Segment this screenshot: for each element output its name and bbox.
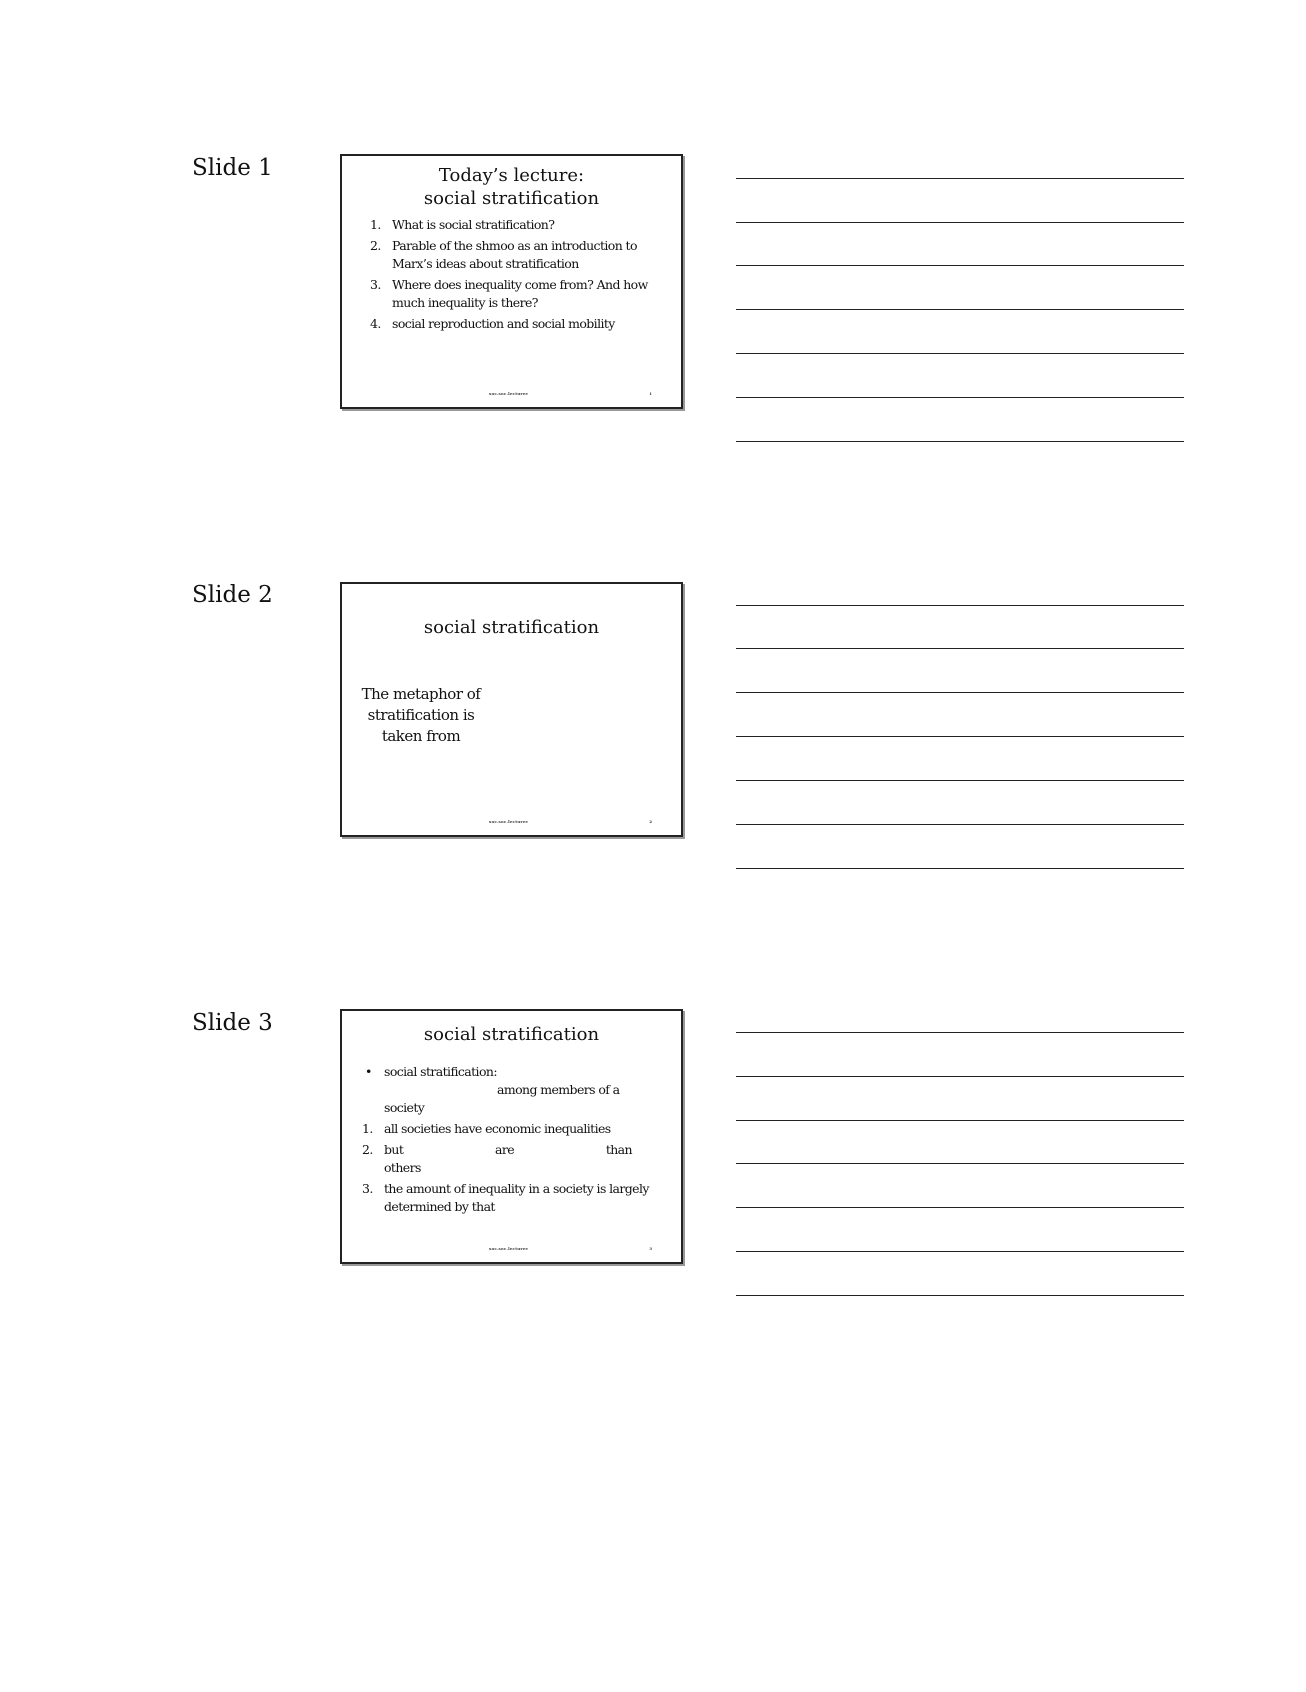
fill-in-row [384, 1141, 632, 1159]
bullet-marker: • [365, 1064, 372, 1079]
bullet-line-3: society [384, 1100, 425, 1115]
list-marker: 1. [362, 1121, 373, 1136]
list-marker: 2. [370, 238, 381, 253]
note-line [736, 265, 1184, 266]
slide-3-content-list [362, 1063, 652, 1219]
slide-2-thumbnail [340, 582, 683, 837]
list-item-text: all societies have economic inequalities [384, 1121, 611, 1136]
slide-footer-text: soc.soc.lecturee [489, 1246, 529, 1251]
slide-2-title: social stratification [423, 617, 600, 638]
slide-3-label: Slide 3 [192, 1010, 273, 1036]
list-item-line-2: others [384, 1160, 421, 1175]
list-item-text: the amount of inequality in a society is largely determined by that [384, 1181, 649, 1214]
bullet-line-1: social stratification: [384, 1064, 497, 1079]
list-item [370, 315, 670, 333]
note-line [736, 1032, 1184, 1033]
slide-3-footer [342, 1246, 681, 1252]
slide-number: 3 [649, 1246, 652, 1251]
note-line [736, 736, 1184, 737]
list-item-text: Where does inequality come from? And how much inequality is there? [392, 277, 648, 310]
slide-2-body-line-1: The metaphor of [361, 685, 481, 703]
list-item-text: social reproduction and social mobility [392, 316, 615, 331]
list-item-text: Parable of the shmoo as an introduction to Marx’s ideas about stratification [392, 238, 637, 271]
note-line [736, 605, 1184, 606]
list-item [370, 237, 670, 273]
list-marker: 1. [370, 217, 381, 232]
slide-1-title-line-2: social stratification [423, 188, 600, 209]
note-line [736, 648, 1184, 649]
slide-1-title [342, 164, 681, 210]
slide-number: 2 [649, 819, 652, 824]
note-line [736, 692, 1184, 693]
bullet-line-2: among members of a [497, 1082, 620, 1097]
slide-1-agenda-list [370, 216, 670, 336]
note-line [736, 1251, 1184, 1252]
note-line [736, 222, 1184, 223]
slide-footer-text: soc.soc.lecturee [489, 819, 529, 824]
fill-in-word: than [605, 1142, 632, 1157]
note-line [736, 441, 1184, 442]
note-line [736, 1163, 1184, 1164]
note-line [736, 1076, 1184, 1077]
list-marker: 3. [362, 1181, 373, 1196]
slide-3-thumbnail [340, 1009, 683, 1264]
list-item [362, 1063, 652, 1117]
slide-1-title-line-1: Today’s lecture: [438, 165, 585, 186]
list-item [362, 1120, 652, 1138]
note-line [736, 824, 1184, 825]
list-item [370, 276, 670, 312]
list-item [370, 216, 670, 234]
slide-footer-text: soc.soc.lecturee [489, 391, 529, 396]
note-line [736, 353, 1184, 354]
fill-in-word: but [384, 1142, 404, 1157]
note-line [736, 1120, 1184, 1121]
note-line [736, 868, 1184, 869]
list-item [362, 1141, 652, 1177]
note-line [736, 780, 1184, 781]
note-line [736, 178, 1184, 179]
list-item [362, 1180, 652, 1216]
list-marker: 4. [370, 316, 381, 331]
list-marker: 3. [370, 277, 381, 292]
slide-1-label: Slide 1 [192, 155, 273, 181]
note-line [736, 397, 1184, 398]
note-line [736, 1295, 1184, 1296]
slide-3-title: social stratification [423, 1024, 600, 1045]
list-marker: 2. [362, 1142, 373, 1157]
slide-1-footer [342, 391, 681, 397]
note-line [736, 309, 1184, 310]
slide-2-body [350, 684, 492, 747]
slide-2-label: Slide 2 [192, 582, 273, 608]
slide-1-thumbnail [340, 154, 683, 409]
slide-2-body-line-3: taken from [381, 727, 461, 745]
slide-number: 1 [649, 391, 652, 396]
list-item-text: What is social stratification? [392, 217, 555, 232]
slide-2-footer [342, 819, 681, 825]
note-line [736, 1207, 1184, 1208]
slide-2-body-line-2: stratification is [367, 706, 475, 724]
fill-in-word: are [495, 1142, 515, 1157]
